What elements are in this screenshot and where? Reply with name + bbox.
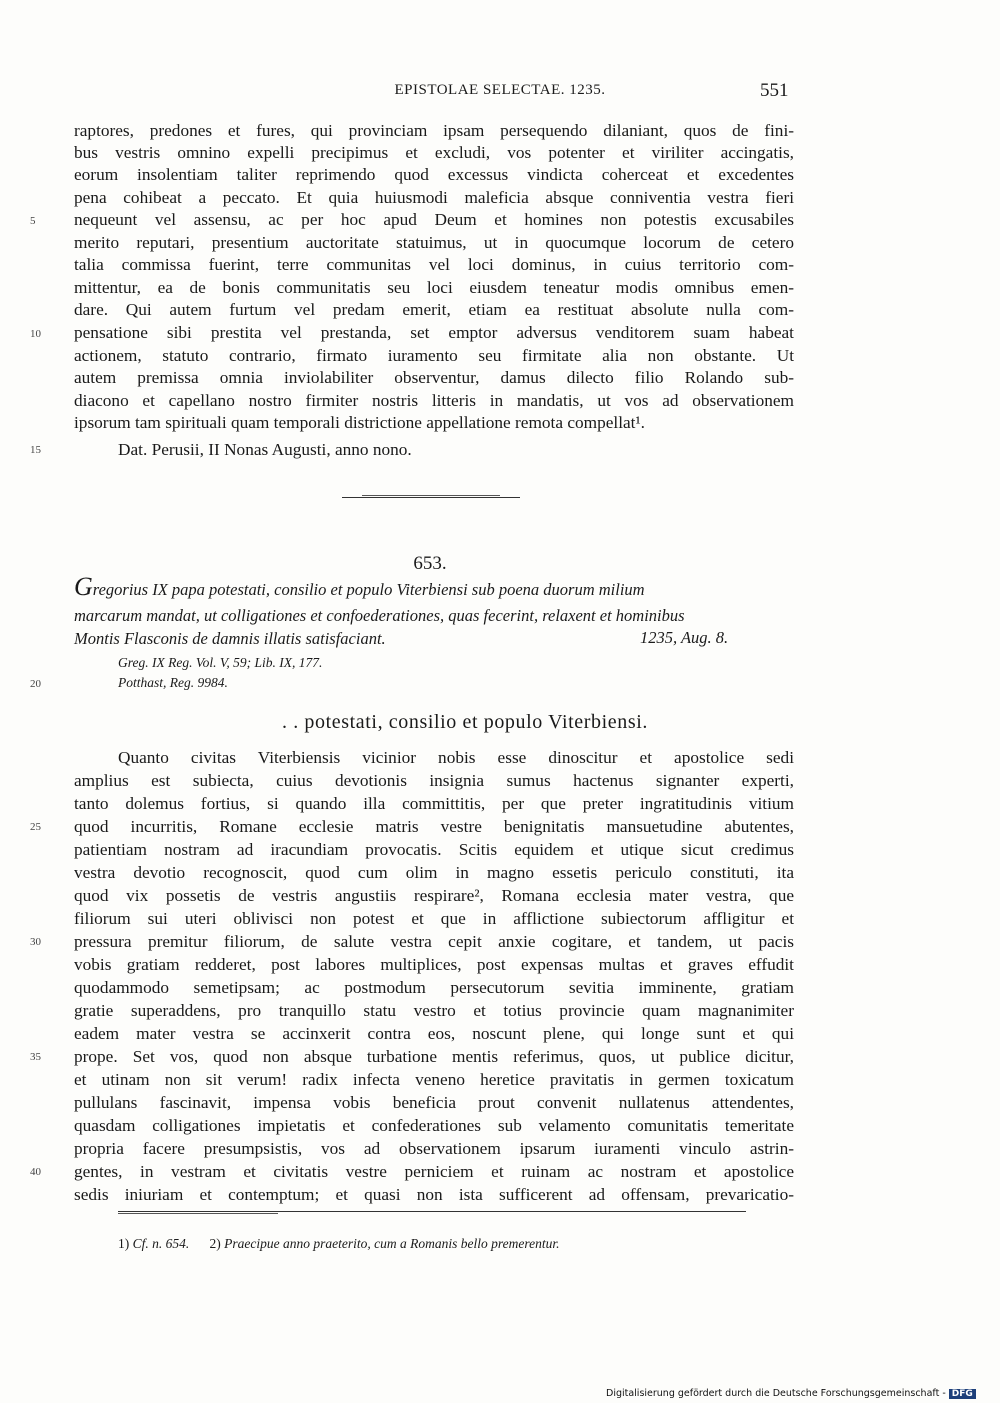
line-number: 25 xyxy=(30,821,41,833)
reference-line: Potthast, Reg. 9984. xyxy=(118,675,228,690)
body-line: raptores, predones et fures, qui provinciam ipsam persequendo dilaniant, quos de fini- xyxy=(74,121,794,140)
funding-credit xyxy=(606,1388,976,1399)
body-line: mittentur, ea de bonis communitatis seu loci eiusdem teneatur modis omnibus emen- xyxy=(74,278,794,297)
letter-line: pullulans fascinavit, impensa vobis beneficia prout convenit nullatenus attendentes, xyxy=(74,1093,794,1112)
letter-line: eadem mater vestra se accinxerit contra eos, noscunt plene, qui longe sunt et qui xyxy=(74,1024,794,1043)
letter-line: quod vix possetis de vestris angustiis respirare², Romana ecclesia mater vestra, que xyxy=(74,886,794,905)
body-line: talia commissa fuerint, terre communitas vel loci dominus, in cuius territorio com- xyxy=(74,255,794,274)
dating-line: Dat. Perusii, II Nonas Augusti, anno nono. xyxy=(118,440,412,459)
body-line: merito reputari, presentium auctoritate statuimus, ut in quocumque locorum de cetero xyxy=(74,233,794,252)
line-number: 40 xyxy=(30,1166,41,1178)
body-line: eorum insolentiam taliter reprimendo quod excessus vindicta coherceat et excedentes xyxy=(74,165,794,184)
letter-line: sedis iniuriam et contemptum; et quasi non ista sufficerent ad offensam, prevaricatio- xyxy=(74,1185,794,1204)
dfg-logo: DFG xyxy=(949,1389,976,1399)
body-line: actionem, statuto contrario, firmato iuramento seu firmitate alia non obstante. Ut xyxy=(74,346,794,365)
section-divider xyxy=(342,497,520,498)
letter-line: filiorum sui uteri oblivisci non potest et que in afflictione subiectorum affligitur et xyxy=(74,909,794,928)
footnote-marker: 2) xyxy=(209,1236,221,1251)
line-number: 10 xyxy=(30,328,41,340)
credit-text: Digitalisierung gefördert durch die Deutsche Forschungsgemeinschaft - xyxy=(606,1388,946,1399)
letter-line: quodammodo semetipsam; ac postmodum persecutorum sevitia imminente, gratiam xyxy=(74,978,794,997)
footnote-marker: 1) xyxy=(118,1236,130,1251)
letter-line: vestra devotio recognoscit, quod cum olim in magno essetis periculo constituti, ita xyxy=(74,863,794,882)
body-line: autem premissa omnia inviolabiliter observentur, damus dilecto filio Rolando sub- xyxy=(74,368,794,387)
body-line: ipsorum tam spirituali quam temporali districtione appellatione remota compellat¹. xyxy=(74,413,645,432)
dropcap: G xyxy=(74,572,93,601)
body-line: pena cohibeat a peccato. Et quia huiusmodi maleficia absque conniventia vestra fieri xyxy=(74,188,794,207)
letter-line: gentes, in vestram et civitatis vestre perniciem et ruinam ac nostram et apostolice xyxy=(74,1162,794,1181)
letter-line: vobis gratiam redderet, post labores multiplices, post expensas multas et graves effudit xyxy=(74,955,794,974)
footnotes xyxy=(118,1236,559,1252)
letter-line: pressura premitur filiorum, de salute vestra cepit anxie cogitare, et tandem, ut pacis xyxy=(74,932,794,951)
footnote-text: Cf. n. 654. xyxy=(132,1236,190,1251)
summary-line: Montis Flasconis de damnis illatis satisfaciant. xyxy=(74,629,386,648)
reference-line: Greg. IX Reg. Vol. V, 59; Lib. IX, 177. xyxy=(118,655,323,670)
document-date: 1235, Aug. 8. xyxy=(640,628,729,647)
summary-line: marcarum mandat, ut colligationes et confoederationes, quas fecerint, relaxent et hominibus xyxy=(74,606,685,625)
letter-line: et utinam non sit verum! radix infecta veneno heretice pravitatis in germen toxicatum xyxy=(74,1070,794,1089)
running-header: EPISTOLAE SELECTAE. 1235. xyxy=(394,82,606,98)
line-number: 5 xyxy=(30,215,36,227)
footnote-rule xyxy=(118,1211,746,1212)
letter-line: quasdam colligationes impietatis et confederationes sub velamento comunitatis temeritate xyxy=(74,1116,794,1135)
summary-text: regorius IX papa potestati, consilio et populo Viterbiensi sub poena duorum milium xyxy=(92,580,645,599)
body-line: bus vestris omnino expelli precipimus et excludi, vos potenter et viriliter accingatis, xyxy=(74,143,794,162)
body-line: nequeunt vel assensu, ac per hoc apud Deum et homines non potestis excusabiles xyxy=(74,210,794,229)
line-number: 35 xyxy=(30,1051,41,1063)
letter-line: Quanto civitas Viterbiensis vicinior nobis esse dinoscitur et apostolice sedi xyxy=(118,748,794,767)
letter-line: patientiam nostram ad iracundiam provocatis. Scitis equidem et utique sicut credimus xyxy=(74,840,794,859)
document-number: 653. xyxy=(413,553,447,574)
letter-line: prope. Set vos, quod non absque turbatione mentis referimus, quos, ut publice dicitur, xyxy=(74,1047,794,1066)
line-number: 20 xyxy=(30,678,41,690)
letter-address: . . potestati, consilio et populo Viterbiensi. xyxy=(282,711,648,733)
footnote-text: Praecipue anno praeterito, cum a Romanis bello premerentur. xyxy=(224,1236,560,1251)
page-number: 551 xyxy=(760,80,789,101)
letter-line: propria facere presumpsistis, vos ad observationem ipsarum iuramenti vinculo astrin- xyxy=(74,1139,794,1158)
body-line: pensatione sibi prestita vel prestanda, set emptor adversus venditorem suam habeat xyxy=(74,323,794,342)
letter-line: tanto dolemus fortius, si quando illa committitis, per que preter ingratitudinis vitium xyxy=(74,794,794,813)
summary-line xyxy=(74,572,794,601)
line-number: 30 xyxy=(30,936,41,948)
body-line: dare. Qui autem furtum vel predam emerit, etiam ea restituat absolute nulla com- xyxy=(74,300,794,319)
line-number: 15 xyxy=(30,444,41,456)
letter-line: amplius est subiecta, cuius devotionis insignia sumus hactenus signanter experti, xyxy=(74,771,794,790)
body-line: diacono et capellano nostro firmiter nostris litteris in mandatis, ut vos ad observationem xyxy=(74,391,794,410)
letter-line: gratie superaddens, pro tranquillo statu vestro et totius provincie quam magnanimiter xyxy=(74,1001,794,1020)
letter-line: quod incurritis, Romane ecclesie matris vestre benignitatis mansuetudine abutentes, xyxy=(74,817,794,836)
